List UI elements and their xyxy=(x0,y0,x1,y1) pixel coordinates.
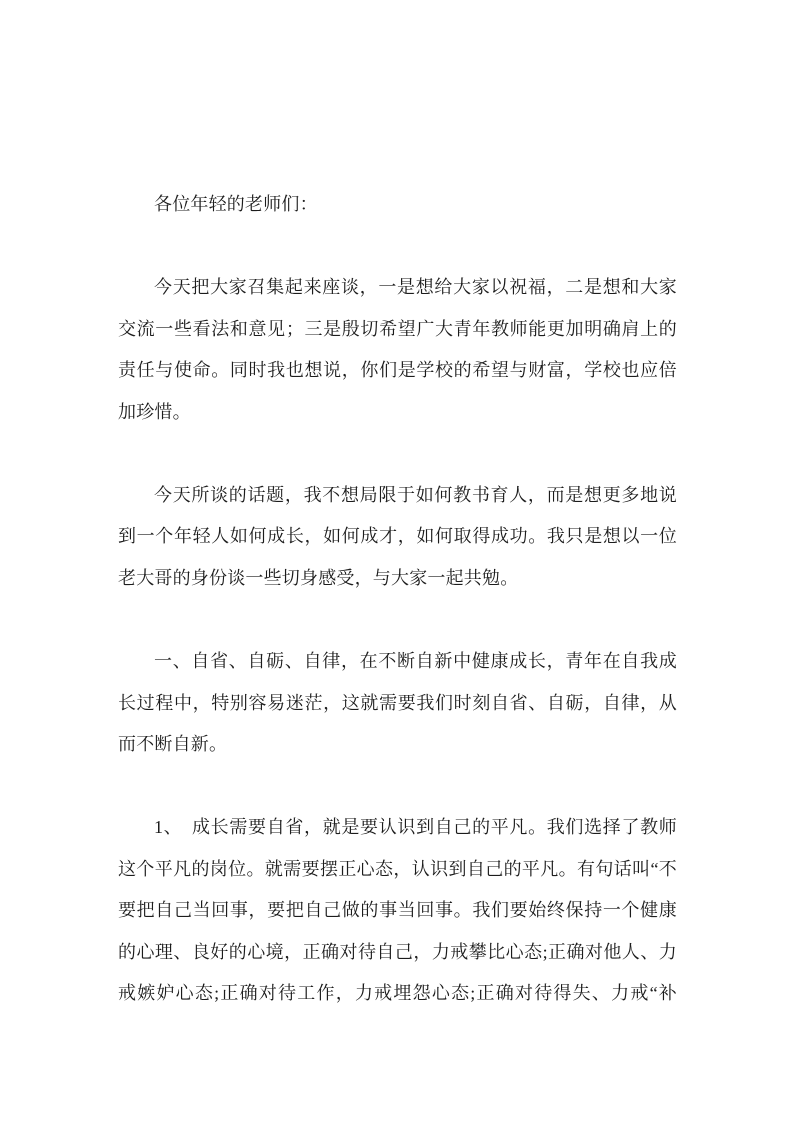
paragraph xyxy=(118,267,677,433)
document-body xyxy=(118,184,677,1015)
text-line: 今天所谈的话题，我不想局限于如何教书育人，而是想更多地说 xyxy=(154,485,677,506)
text-line: 这个平凡的岗位。就需要摆正心态，认识到自己的平凡。有句话叫“不 xyxy=(118,858,677,879)
text-line: 长过程中，特别容易迷茫，这就需要我们时刻自省、自砺，自律，从 xyxy=(118,692,677,713)
paragraph xyxy=(118,184,677,225)
paragraph xyxy=(118,641,677,765)
paragraph xyxy=(118,807,677,1014)
text-line: 老大哥的身份谈一些切身感受，与大家一起共勉。 xyxy=(118,567,519,588)
text-line: 1、 成长需要自省，就是要认识到自己的平凡。我们选择了教师 xyxy=(154,817,677,838)
text-line: 的心理、良好的心境，正确对待自己，力戒攀比心态;正确对他人、力 xyxy=(118,941,677,962)
text-line: 加珍惜。 xyxy=(118,401,191,422)
paragraph xyxy=(118,475,677,599)
text-line: 今天把大家召集起来座谈，一是想给大家以祝福，二是想和大家 xyxy=(154,277,677,298)
text-line: 戒嫉妒心态;正确对待工作，力戒埋怨心态;正确对待得失、力戒“补 xyxy=(118,983,677,1004)
text-line: 到一个年轻人如何成长，如何成才，如何取得成功。我只是想以一位 xyxy=(118,526,677,547)
text-line: 要把自己当回事，要把自己做的事当回事。我们要始终保持一个健康 xyxy=(118,900,677,921)
text-line: 责任与使命。同时我也想说，你们是学校的希望与财富，学校也应倍 xyxy=(118,360,677,381)
text-line: 交流一些看法和意见；三是殷切希望广大青年教师能更加明确肩上的 xyxy=(118,318,677,339)
text-line: 而不断自新。 xyxy=(118,734,228,755)
text-line: 各位年轻的老师们： xyxy=(154,194,318,214)
text-line: 一、自省、自砺、自律，在不断自新中健康成长，青年在自我成 xyxy=(154,651,677,672)
